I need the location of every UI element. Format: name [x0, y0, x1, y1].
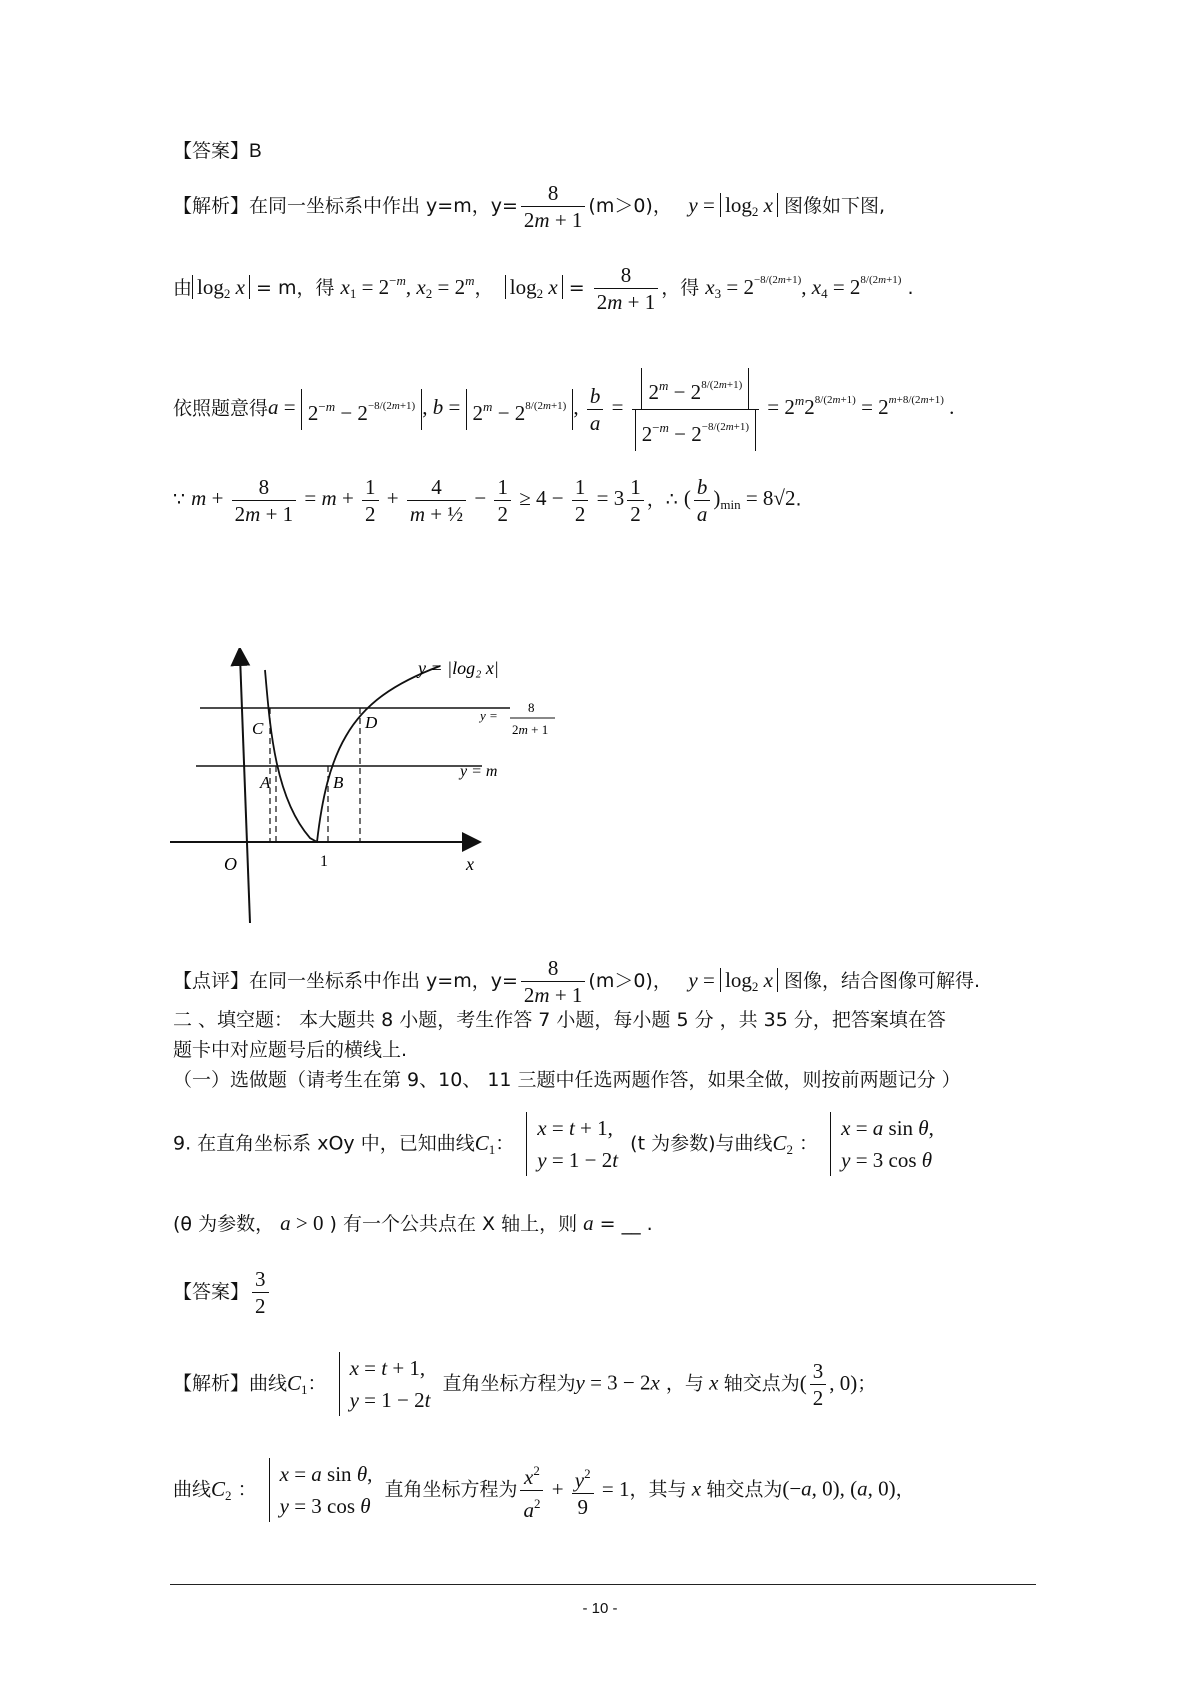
- formula-x-axis-2: x: [691, 1476, 702, 1501]
- formula-abs-log: $\log_2 x$: [192, 275, 250, 299]
- formula-x3-x4: $x_3 = 2^{-8/(2m+1)}$, $x_4 = 2^{8/(2m+1)}$: [705, 274, 902, 301]
- curve-right-branch: [317, 666, 440, 842]
- label-point-B: B: [333, 773, 344, 792]
- formula-points-a: (−a, 0), (a, 0): [782, 1476, 896, 1501]
- section2-line-2: 题卡中对应题号后的横线上.: [173, 1039, 408, 1061]
- formula-min-ratio: ( $\frac{b}{a}$ )$_{min} = 8√2$: [683, 475, 796, 526]
- line-c2-mid3: 轴交点为: [706, 1478, 783, 1501]
- fraction-8-over-2m1: $\frac{8}{2m + 1}$: [521, 180, 586, 233]
- formula-ellipse: $\frac{x^2}{a^2}$ + $\frac{y^2}{9}$ = 1: [517, 1477, 629, 1501]
- line-c2-mid2: ，其与: [629, 1478, 687, 1501]
- analysis-tail: 图像如下图,: [784, 195, 886, 217]
- text-yizhao: 依照题意得: [173, 397, 269, 420]
- answer-label: 【答案】: [173, 140, 250, 162]
- text-therefore: ，∴: [646, 488, 678, 511]
- formula-abs-log-2: $\log_2 x$: [500, 275, 563, 299]
- text-comma: ，: [474, 277, 494, 299]
- formula-a-b-ratio: $a = 2^{-m} - 2^{-8/(2m+1)}$ , $b = 2^m - 2^{8/(2m+1)}$ , $\frac{b}{a}$ = $\frac{2^m - 2^{8/(2m+1)}}{2^{-m} - 2^{-8/(2m+1)}}$ = $2^m2^{8/(2m+1)} = 2^{m+8/(2m+1)}$ .: [268, 395, 954, 419]
- system-C1-2: x = t + 1, y = 1 − 2t: [339, 1352, 431, 1416]
- text-eq: =: [568, 277, 585, 299]
- analysis-line-4: [173, 474, 802, 527]
- q9-prefix: 9. 在直角坐标系 xOy 中，已知曲线: [173, 1132, 475, 1155]
- log-graph: [160, 648, 600, 928]
- footer-divider: [170, 1584, 1036, 1585]
- label-point-A: A: [260, 773, 271, 792]
- system-C1: x = t + 1, y = 1 − 2t: [526, 1112, 618, 1176]
- analysis2-mid3: 轴交点为: [723, 1372, 800, 1395]
- label-line-bottom: y = m: [460, 763, 498, 780]
- comment-label: 【点评】: [173, 970, 250, 992]
- formula-x-axis: x: [709, 1370, 719, 1395]
- label-x-axis: x: [466, 854, 474, 874]
- analysis2-mid: 直角坐标方程为: [442, 1372, 576, 1395]
- text-period: .: [907, 277, 914, 299]
- fraction-8-over-2m1-b: $\frac{8}{2m + 1}$: [594, 262, 659, 315]
- line-c2-mid: 直角坐标方程为: [384, 1478, 518, 1501]
- q9-question: ) 有一个公共点在 X 轴上，则: [329, 1213, 578, 1235]
- formula-point-3-2-0: ( $\frac{3}{2}$ , 0): [799, 1359, 858, 1411]
- analysis-label: 【解析】: [173, 195, 250, 217]
- formula-y-3-2x: y = 3 − 2x: [575, 1370, 660, 1395]
- comment-formula: $y = \log_2 x$: [678, 968, 778, 992]
- q9-line-2: [173, 1210, 653, 1237]
- analysis-condition: (m＞0)，: [588, 195, 672, 217]
- analysis-line-3: [173, 368, 954, 451]
- comment-intro: 在同一坐标系中作出 y=m，y=: [249, 970, 518, 992]
- analysis-line-1: [173, 180, 885, 233]
- section2-line-1: 二 、填空题： 本大题共 8 小题，考生作答 7 小题，每小题 5 分 ，共 35 分，把答案填在答: [173, 1009, 946, 1031]
- q9-line-1: 9. 在直角坐标系 xOy 中，已知曲线$C_1$： x = t + 1, y = 1 − 2t (t 为参数)与曲线$C_2$ ： x = a sin θ, y = 3 cos θ: [173, 1112, 940, 1176]
- comment-condition: (m＞0)，: [588, 970, 672, 992]
- label-point-C: C: [252, 719, 264, 738]
- system-C2: x = a sin θ, y = 3 cos θ: [830, 1112, 934, 1176]
- system-C2-2: x = a sin θ, y = 3 cos θ: [269, 1458, 373, 1522]
- curve-C1-symbol-2: $C_1$: [287, 1370, 308, 1397]
- curve-left-branch: [265, 670, 317, 842]
- analysis-line-2: [173, 262, 914, 315]
- q9-blank: = __ .: [599, 1213, 653, 1235]
- line-c2-end: ，: [895, 1478, 915, 1501]
- answer2-fraction: $\frac{3}{2}$: [252, 1266, 269, 1319]
- line-c2-prefix: 曲线: [173, 1478, 212, 1501]
- formula-a-blank: a: [583, 1211, 594, 1235]
- label-point-D: D: [365, 713, 378, 732]
- text-since: ∵: [173, 488, 186, 511]
- label-line-top-den: 2m + 1: [512, 722, 549, 737]
- formula-x1-x2: $x_1 = 2^{-m}$, $x_2 = 2^m$: [340, 273, 475, 301]
- formula-y-abs-log: $y = \log_2 x$: [678, 193, 778, 217]
- answer2-line: [173, 1266, 272, 1319]
- comment-fraction: $\frac{8}{2m + 1}$: [521, 955, 586, 1008]
- y-axis-line: [240, 656, 250, 923]
- label-line-top: y =: [480, 708, 498, 723]
- comment-tail: 图像，结合图像可解得.: [784, 970, 981, 992]
- q9-param-theta: (θ 为参数，: [173, 1213, 275, 1235]
- text-you: 由: [173, 277, 193, 299]
- answer-line: [173, 138, 262, 165]
- text-eq-m: = m，得: [255, 277, 335, 299]
- analysis-intro: 在同一坐标系中作出 y=m，y=: [249, 195, 518, 217]
- section2-line-3: （一）选做题（请考生在第 9、10、 11 三题中任选两题作答，如果全做，则按前两题记分 ）: [173, 1069, 961, 1091]
- label-line-top-num: 8: [528, 700, 535, 715]
- label-curve: y = |log₂ x|: [418, 658, 499, 678]
- page-number: - 10 -: [582, 1600, 618, 1617]
- curve-C2-symbol: $C_2$: [772, 1130, 794, 1157]
- label-origin: O: [224, 854, 237, 874]
- answer2-label: 【答案】: [173, 1281, 250, 1303]
- analysis2-mid2: ，与: [665, 1372, 704, 1395]
- label-tick-one: 1: [320, 853, 328, 870]
- formula-inequality: m + $\frac{8}{2m + 1}$ = m + $\frac{1}{2}$ + $\frac{4}{\text{m + ½}}$ − $\frac{1}{2}$ ≥ 4 − $\frac{1}{2}$ = 3 $\frac{1}{2}$: [191, 486, 647, 510]
- analysis2-label: 【解析】曲线: [173, 1372, 288, 1395]
- curve-C1-symbol: $C_1$: [474, 1130, 496, 1157]
- text-de: ，得: [661, 277, 700, 299]
- q9-param-t: (t 为参数)与曲线: [630, 1132, 773, 1155]
- text-period-2: .: [795, 488, 802, 511]
- analysis2-line-2: 曲线$C_2$ ： x = a sin θ, y = 3 cos θ 直角坐标方程为 $\frac{x^2}{a^2}$ + $\frac{y^2}{9}$ = 1，其与 x 轴交点为(−a, 0), (a, 0)，: [173, 1458, 915, 1523]
- analysis2-line-1: 【解析】曲线$C_1$： x = t + 1, y = 1 − 2t 直角坐标方程为y = 3 − 2x ，与 x 轴交点为( $\frac{3}{2}$ , 0)；: [173, 1352, 876, 1416]
- curve-C2-symbol-2: $C_2$: [211, 1476, 232, 1503]
- analysis2-end: ；: [857, 1372, 877, 1395]
- comment-line: [173, 955, 980, 1008]
- formula-a-positive: a > 0: [280, 1211, 324, 1235]
- answer-value: B: [249, 141, 262, 162]
